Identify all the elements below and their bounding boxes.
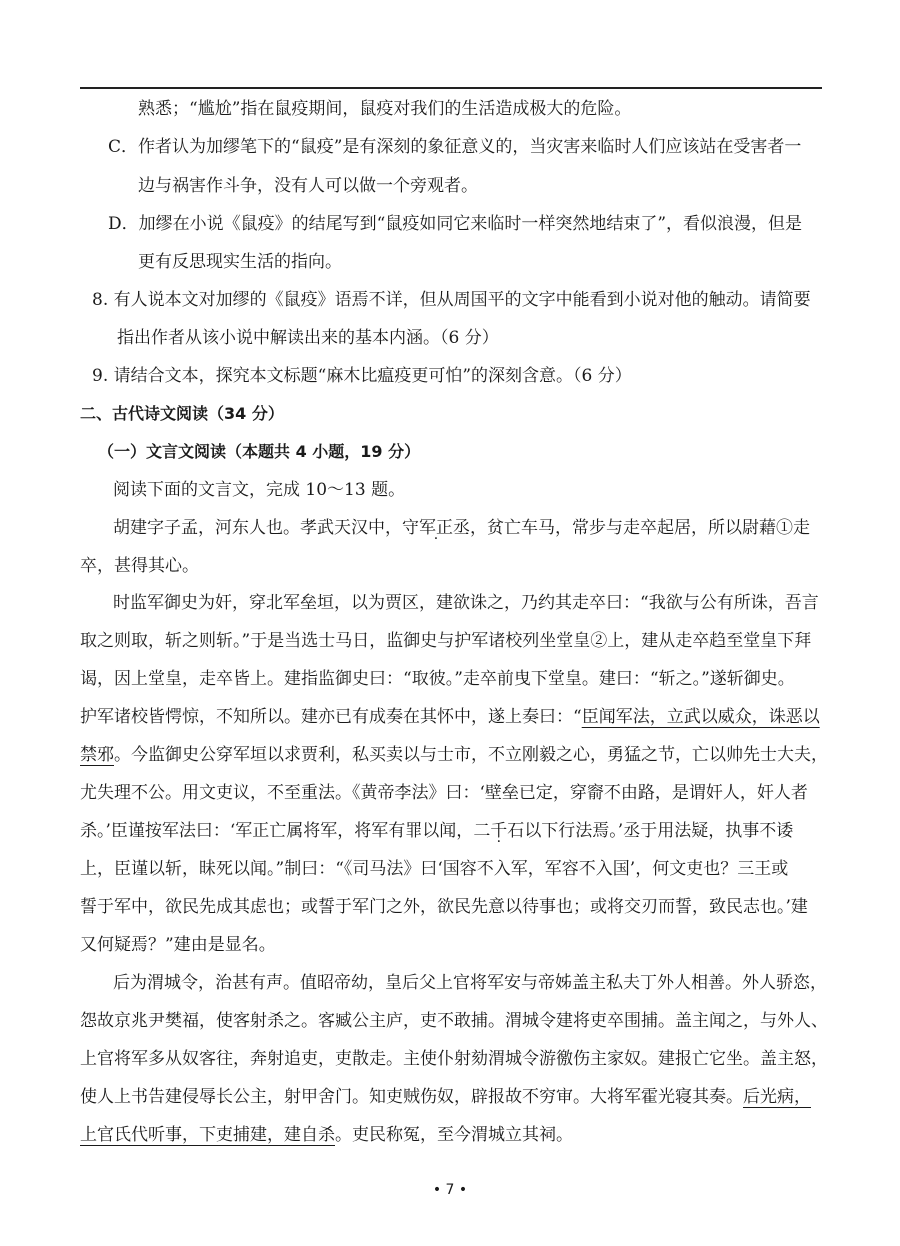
section-heading: 二、古代诗文阅读（34 分） [80,404,284,423]
option-c-continuation: 边与祸害作斗争，没有人可以做一个旁观者。 [138,176,478,196]
header-rule [80,87,822,89]
passage-line: 誓于军中，欲民先成其虑也；或誓于军门之外，欲民先意以待事也；或将交刃而誓，致民志也。’建 [80,897,808,917]
text-segment: 杀。’臣谨按军法曰：‘军正亡属将军，将军有罪以闻， [80,821,474,841]
passage-line [80,744,828,766]
passage-line [113,517,810,539]
subsection-heading: （一）文言文阅读（本题共 4 小题，19 分） [98,442,421,461]
option-d: D．加缪在小说《鼠疫》的结尾写到“鼠疫如同它来临时一样突然地结束了”，看似浪漫，但是 [108,214,803,234]
text-segment: 使人上书告建侵辱长公主，射甲舍门。知吏贼伤奴，辟报故不穷审。大将军霍光寝其奏。 [80,1087,743,1107]
passage-line [80,1124,573,1146]
option-c: C．作者认为加缪笔下的“鼠疫”是有深刻的象征意义的，当灾害来临时人们应该站在受害者一 [108,137,802,157]
text-segment: 。今监御史公穿军垣以求贾利，私买卖以与士市，不立刚毅之心，勇猛之节，亡以帅先士大夫， [114,745,828,765]
page-number: • 7 • [432,1182,468,1198]
passage-line: 卒，甚得其心。 [80,556,199,576]
reading-instruction: 阅读下面的文言文，完成 10～13 题。 [113,480,406,500]
dotted-term: 守军正丞 [402,518,470,538]
passage-line: 取之则取，斩之则斩。”于是当选士马日，监御史与护军诸校列坐堂皇②上，建从走卒趋至堂皇下拜 [80,631,812,651]
passage-line [80,1086,811,1108]
passage-line: 谒，因上堂皇，走卒皆上。建指监御史曰：“取彼。”走卒前曳下堂皇。建曰：“斩之。”遂斩御史。 [80,669,795,689]
underlined-sentence: 后光病， [743,1087,811,1107]
option-b-continuation: 熟悉；“尴尬”指在鼠疫期间，鼠疫对我们的生活造成极大的危险。 [138,99,632,119]
passage-line: 尤失理不公。用文吏议，不至重法。《黄帝李法》曰：‘壁垒已定，穿窬不由路，是谓奸人，奸人者 [80,783,808,803]
question-9: 9. 请结合文本，探究本文标题“麻木比瘟疫更可怕”的深刻含意。（6 分） [92,366,632,386]
text-segment: 。吏民称冤，至今渭城立其祠。 [335,1125,573,1145]
passage-line: 时监军御史为奸，穿北军垒垣，以为贾区，建欲诛之，乃约其走卒曰：“我欲与公有所诛，吾言 [113,593,819,613]
passage-line: 又何疑焉？”建由是显名。 [80,935,276,955]
text-segment: 以下行法焉。’丞于用法疑，执事不诿 [524,821,794,841]
text-segment: ，贫亡车马，常步与走卒起居，所以尉藉①走 [470,518,810,538]
passage-line [80,820,793,842]
text-segment: 胡建字子孟，河东人也。孝武天汉中， [113,518,402,538]
passage-line: 上官将军多从奴客往，奔射追吏，吏散走。主使仆射劾渭城令游徼伤主家奴。建报亡它坐。盖主怒， [80,1049,828,1069]
dotted-term: 二千石 [473,821,525,841]
passage-line [80,706,820,728]
passage-line: 后为渭城令，治甚有声。值昭帝幼，皇后父上官将军安与帝姊盖主私夫丁外人相善。外人骄恣， [113,973,827,993]
question-8: 8. 有人说本文对加缪的《鼠疫》语焉不详，但从周国平的文字中能看到小说对他的触动。请简要 [92,290,811,310]
question-8-continuation: 指出作者从该小说中解读出来的基本内涵。（6 分） [117,328,499,348]
underlined-sentence: 上官氏代听事，下吏捕建，建自杀 [80,1125,335,1145]
underlined-sentence: 禁邪 [80,745,114,765]
passage-line: 怨故京兆尹樊福，使客射杀之。客臧公主庐，吏不敢捕。渭城令建将吏卒围捕。盖主闻之，与外人、 [80,1011,828,1031]
option-d-continuation: 更有反思现实生活的指向。 [138,252,342,272]
underlined-sentence: 臣闻军法，立武以威众，诛恶以 [581,707,820,727]
passage-line: 上，臣谨以斩，昧死以闻。”制曰：“《司马法》曰‘国容不入军，军容不入国’，何文吏也？三王或 [80,859,789,879]
text-segment: 护军诸校皆愕惊，不知所以。建亦已有成奏在其怀中，遂上奏曰：“ [80,707,582,727]
